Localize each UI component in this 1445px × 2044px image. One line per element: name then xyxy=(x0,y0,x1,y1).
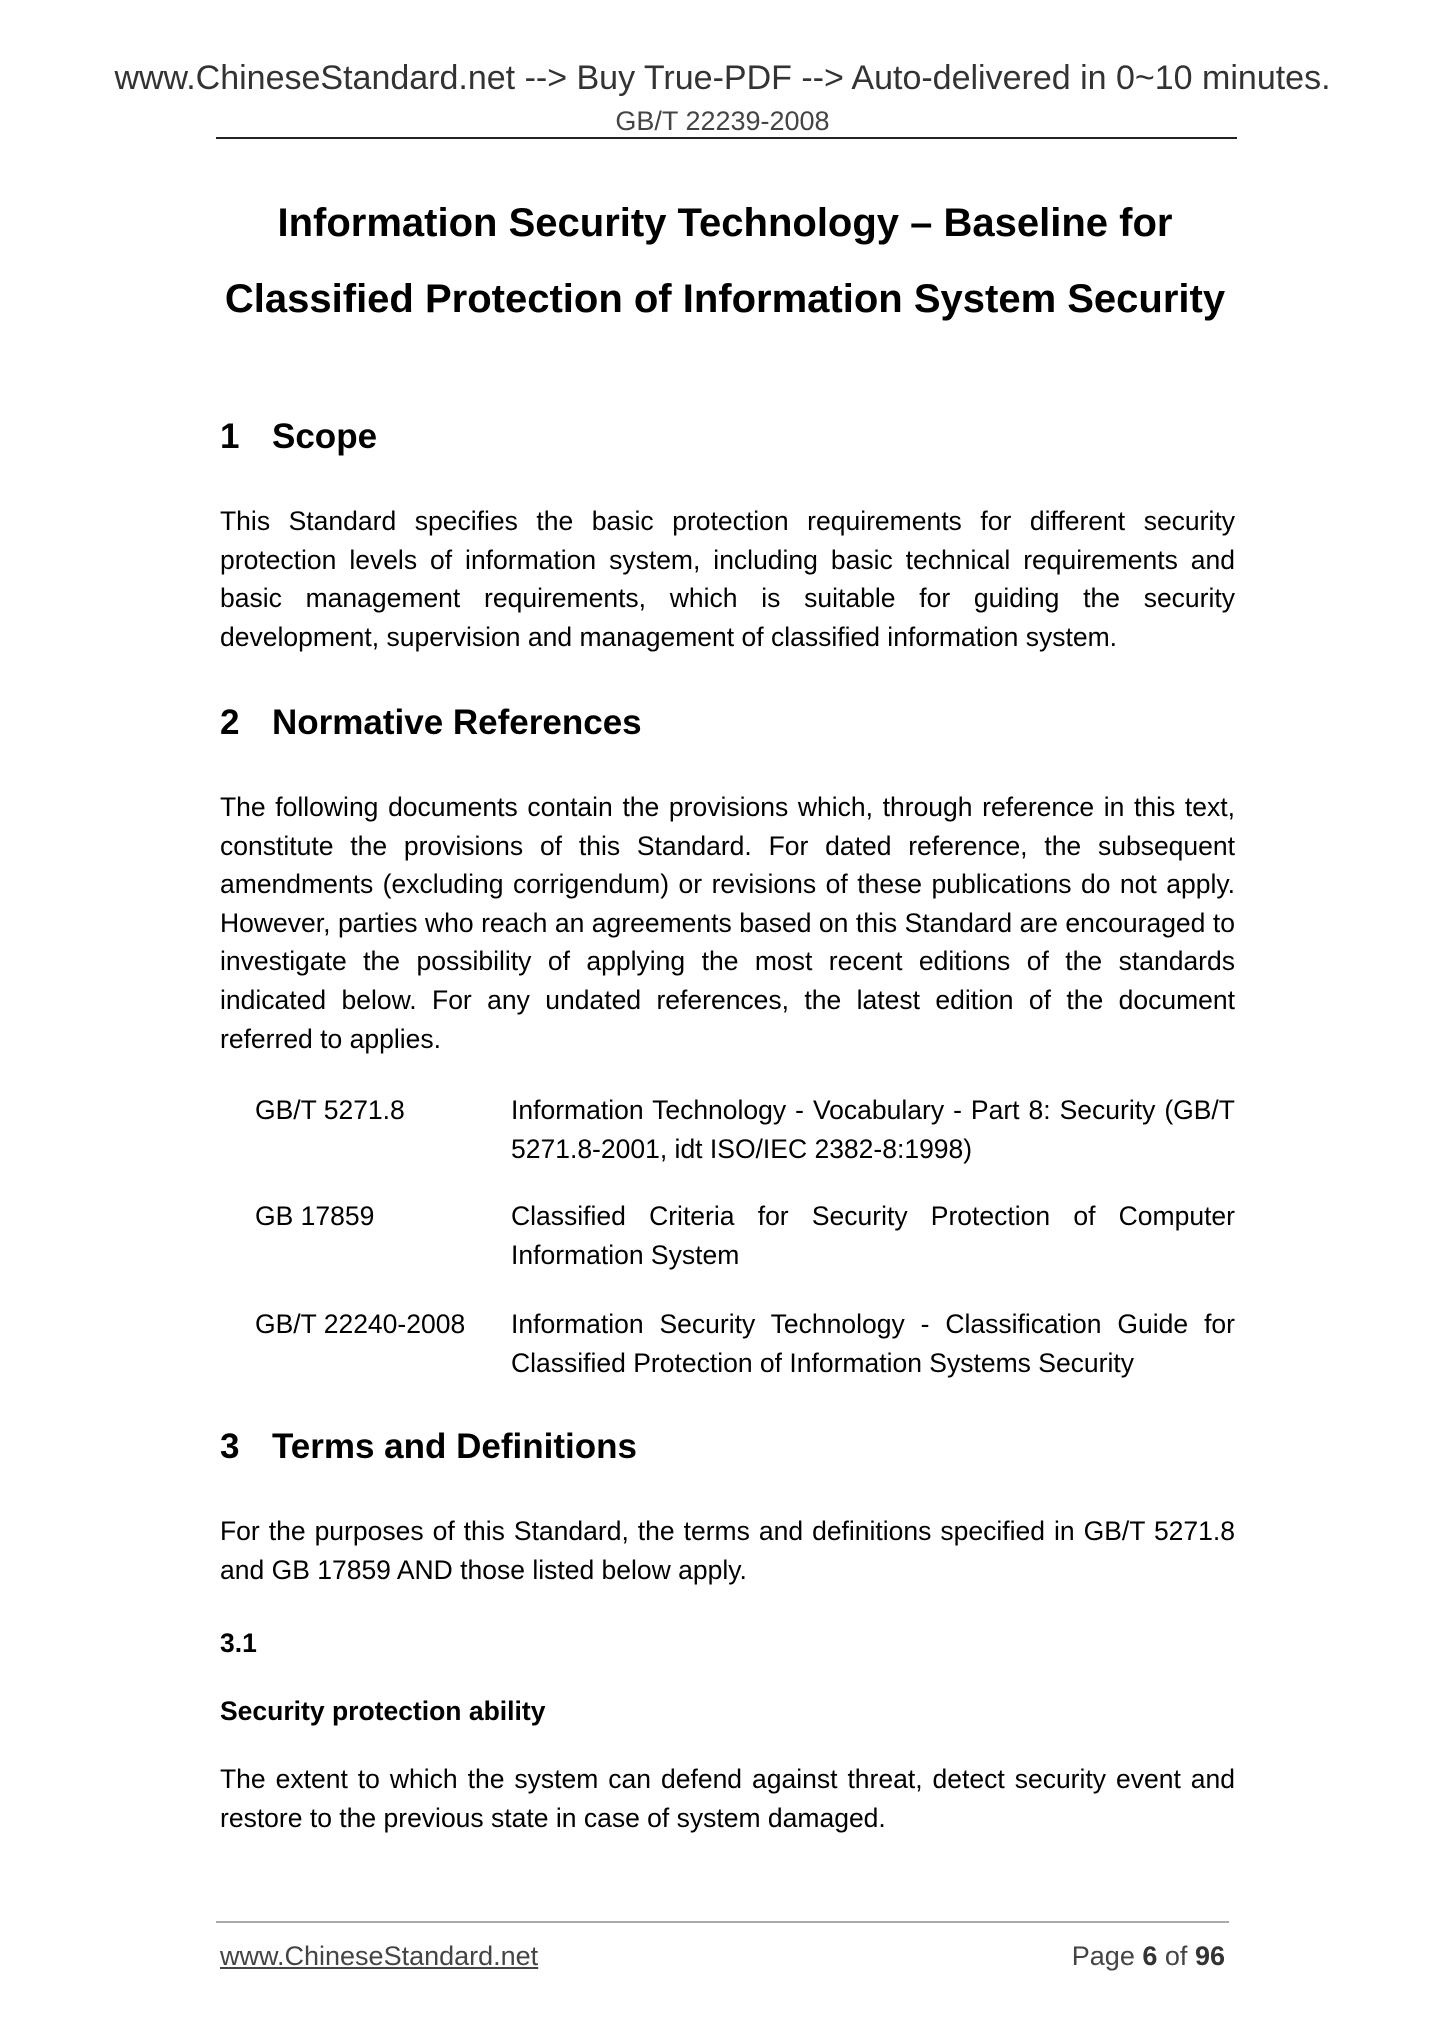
current-page-number: 6 xyxy=(1142,1941,1158,1971)
header-divider xyxy=(216,137,1237,139)
section-title: Normative References xyxy=(272,703,642,742)
term-name: Security protection ability xyxy=(220,1696,546,1726)
page-of: of xyxy=(1164,1941,1188,1971)
reference-code: GB 17859 xyxy=(255,1201,375,1231)
page-prefix: Page xyxy=(1071,1941,1135,1971)
section-2-heading xyxy=(220,701,642,745)
reference-title: Information Technology - Vocabulary - Part 8: Security (GB/T 5271.8-2001, idt ISO/IEC 2382-8:1998) xyxy=(511,1095,1235,1164)
page-indicator xyxy=(1072,1938,1225,1974)
title-line-1: Information Security Technology – Baseline for xyxy=(277,201,1173,245)
section-3-heading xyxy=(220,1425,637,1469)
footer-website-link[interactable]: www.ChineseStandard.net xyxy=(220,1941,539,1971)
section-number: 3 xyxy=(220,1427,240,1466)
section-1-heading xyxy=(220,415,377,459)
total-pages: 96 xyxy=(1194,1941,1225,1971)
section-number: 2 xyxy=(220,703,240,742)
section-number: 1 xyxy=(220,417,240,456)
section-title: Scope xyxy=(272,417,378,456)
section-3-body: For the purposes of this Standard, the terms and definitions specified in GB/T 5271.8 and GB 17859 AND those listed below apply. xyxy=(220,1516,1235,1585)
term-number: 3.1 xyxy=(220,1628,257,1658)
term-definition: The extent to which the system can defend against threat, detect security event and restore to the previous state in case of system damaged. xyxy=(220,1764,1235,1833)
document-title xyxy=(180,185,1270,337)
standard-code: GB/T 22239-2008 xyxy=(615,106,830,136)
reference-code: GB/T 22240-2008 xyxy=(255,1309,466,1339)
reference-title: Information Security Technology - Classification Guide for Classified Protection of Information Systems Security xyxy=(511,1309,1235,1378)
reference-code: GB/T 5271.8 xyxy=(255,1095,405,1125)
header-banner: www.ChineseStandard.net --> Buy True-PDF --> Auto-delivered in 0~10 minutes. xyxy=(114,59,1331,97)
title-line-2: Classified Protection of Information System Security xyxy=(224,277,1226,321)
section-title: Terms and Definitions xyxy=(272,1427,637,1466)
section-1-body: This Standard specifies the basic protection requirements for different security protection levels of information system, including basic technical requirements and basic management requirements, which is suitable for guiding the security development, supervision and management of classified information system. xyxy=(220,506,1235,652)
section-2-body: The following documents contain the provisions which, through reference in this text, constitute the provisions of this Standard. For dated reference, the subsequent amendments (excluding corrigendum) or revisions of these publications do not apply. However, parties who reach an agreements based on this Standard are encouraged to investigate the possibility of applying the most recent editions of the standards indicated below. For any undated references, the latest edition of the document referred to applies. xyxy=(220,792,1235,1054)
reference-title: Classified Criteria for Security Protection of Computer Information System xyxy=(511,1201,1235,1270)
footer-divider xyxy=(216,1921,1229,1923)
